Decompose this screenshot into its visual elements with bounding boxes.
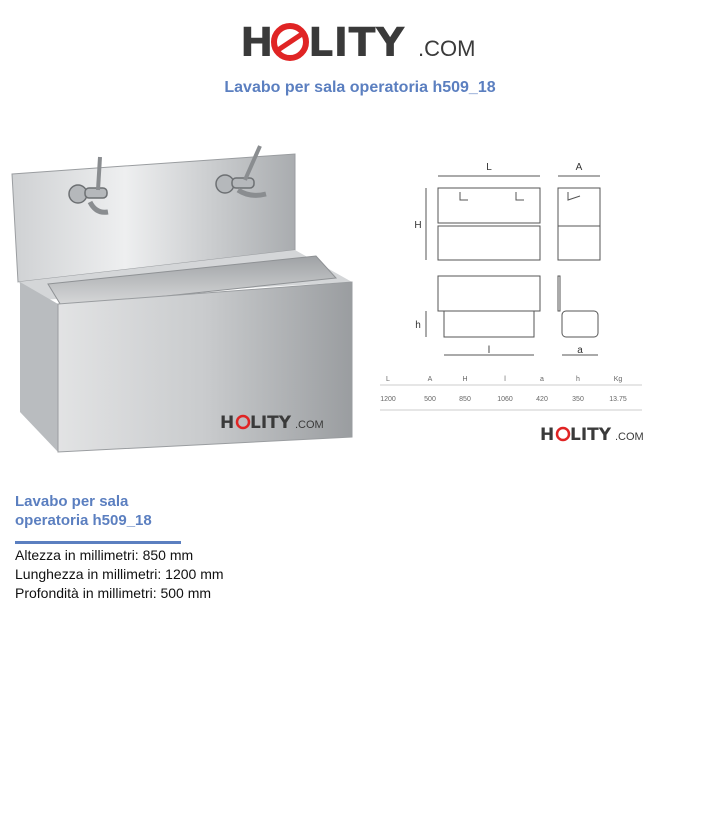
dim-label-A: A: [575, 162, 583, 173]
technical-drawing: [380, 150, 650, 450]
spec-height: Altezza in millimetri: 850 mm: [15, 547, 194, 563]
table-header: l: [504, 376, 506, 383]
table-header: H: [462, 376, 468, 383]
holity-logo[interactable]: [238, 20, 488, 64]
dim-label-l: l: [487, 345, 491, 356]
svg-text:H: H: [240, 20, 274, 64]
spec-list: [15, 546, 224, 603]
svg-text:LITY: LITY: [570, 425, 612, 445]
svg-text:LITY: LITY: [250, 413, 292, 433]
table-value: 500: [424, 396, 436, 403]
spec-depth: Profondità in millimetri: 500 mm: [15, 585, 212, 601]
logo-ring-icon: [274, 26, 306, 58]
table-value: 420: [536, 396, 548, 403]
page-title: Lavabo per sala operatoria h509_18: [224, 79, 496, 96]
title-divider: [15, 541, 181, 544]
dim-label-h: h: [415, 320, 421, 331]
product-title-line1: Lavabo per sala: [15, 493, 129, 510]
spec-length: Lunghezza in millimetri: 1200 mm: [15, 566, 224, 582]
table-value: 1060: [497, 396, 513, 403]
table-header: Kg: [613, 376, 623, 383]
table-header: A: [427, 376, 433, 383]
drawing-logo: [540, 425, 644, 445]
svg-text:.COM: .COM: [295, 419, 324, 431]
product-title-line2: operatoria h509_18: [15, 512, 152, 529]
table-value: 13.75: [609, 396, 627, 403]
svg-text:H: H: [220, 413, 235, 433]
table-value: 350: [572, 396, 584, 403]
dim-label-H: H: [414, 220, 422, 231]
dim-label-L: L: [486, 162, 492, 173]
table-header: a: [540, 376, 544, 383]
svg-text:.COM: .COM: [615, 431, 644, 443]
product-image: [0, 132, 360, 462]
table-header: h: [576, 376, 580, 383]
table-value: 850: [459, 396, 471, 403]
dim-label-a: a: [577, 345, 583, 356]
table-header: L: [386, 376, 390, 383]
product-title: [15, 492, 215, 530]
table-value: 1200: [380, 396, 396, 403]
svg-text:.COM: .COM: [418, 36, 476, 61]
svg-text:LITY: LITY: [308, 20, 405, 64]
svg-text:H: H: [540, 425, 555, 445]
